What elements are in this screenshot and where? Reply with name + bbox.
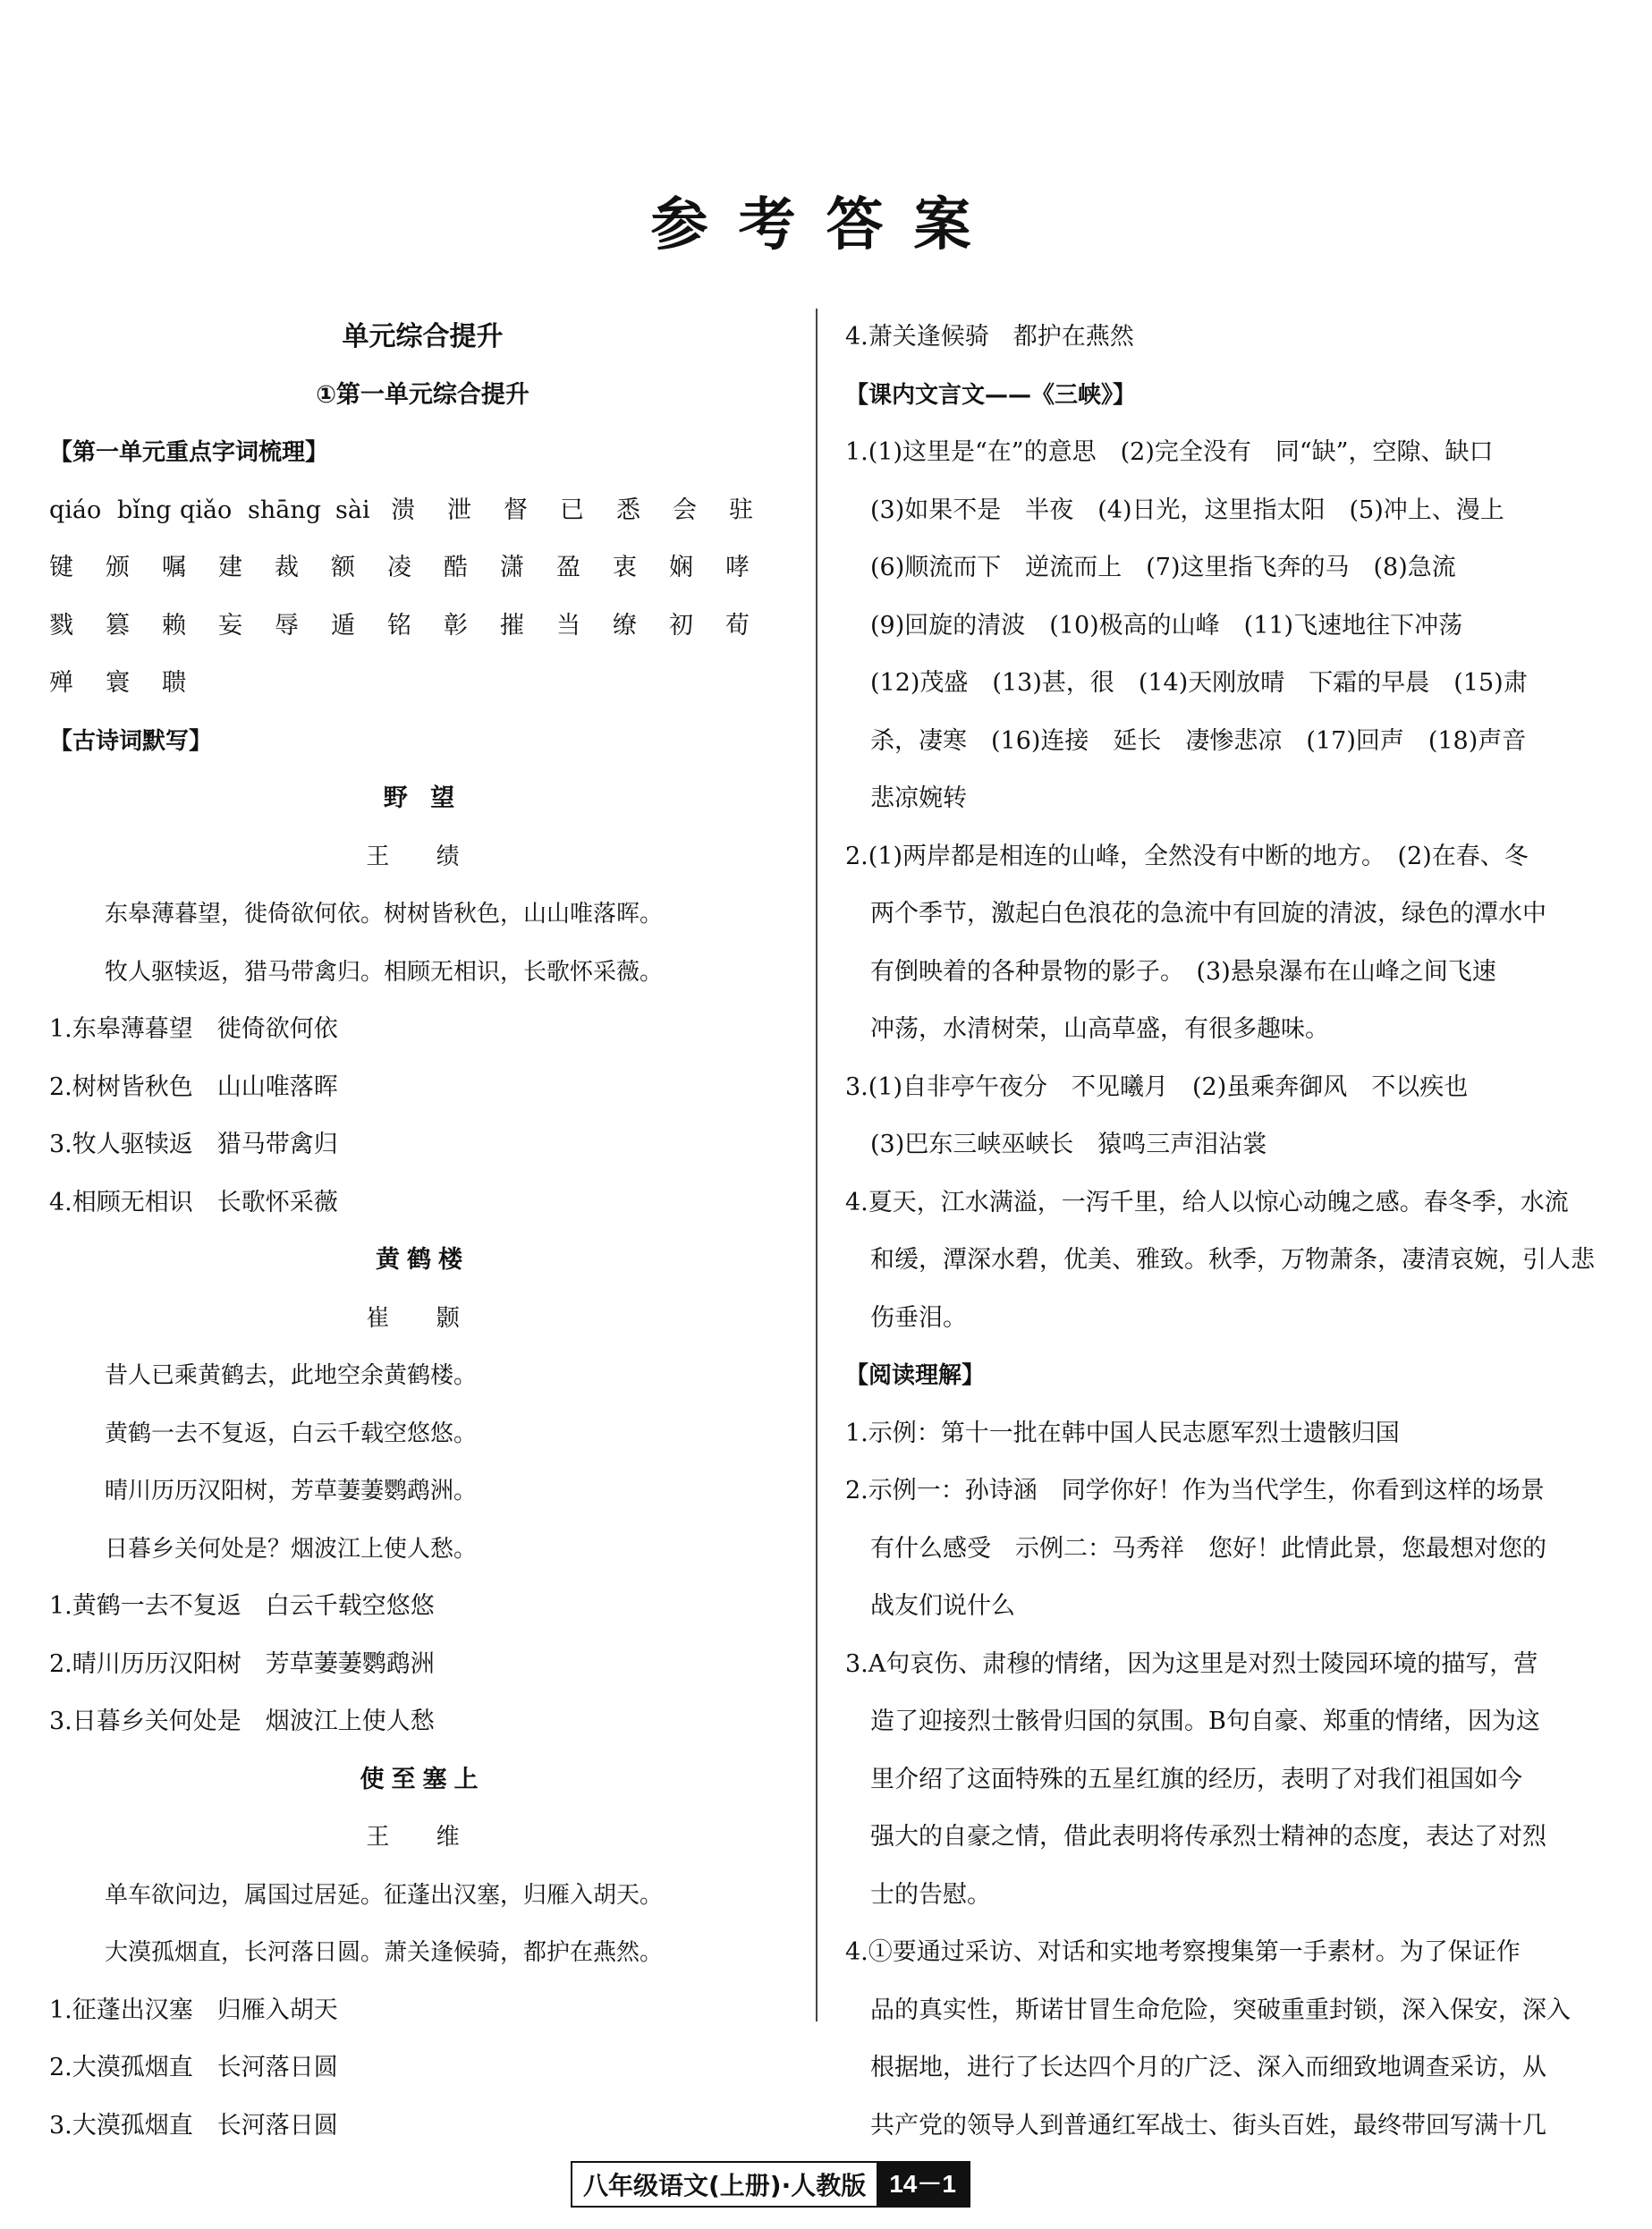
vocab-header: 【第一单元重点字词梳理】	[49, 439, 329, 466]
vocab-item: qiǎo	[180, 496, 233, 524]
answer-line: 4.①要通过采访、对话和实地考察搜集第一手素材。为了保证作	[845, 1938, 1521, 1966]
subsection-title: ①第一单元综合提升	[316, 380, 529, 409]
answer-line: 1.示例：第十一批在韩中国人民志愿军烈士遗骸归国	[845, 1419, 1400, 1447]
answer-line: 伤垂泪。	[870, 1303, 967, 1332]
answer-line: 两个季节，激起白色浪花的急流中有回旋的清波，绿色的潭水中	[870, 900, 1546, 928]
poem-line: 东皋薄暮望，徙倚欲何依。树树皆秋色，山山唯落晖。	[105, 901, 664, 928]
poem-line: 昔人已乘黄鹤去，此地空余黄鹤楼。	[105, 1362, 478, 1389]
vocab-item: 键	[49, 554, 73, 581]
answer-line: 2.示例一：孙诗涵 同学你好！作为当代学生，你看到这样的场景	[845, 1477, 1545, 1504]
answer-line: 里介绍了这面特殊的五星红旗的经历，表明了对我们祖国如今	[870, 1765, 1522, 1793]
answer-line: 冲荡，水清树荣，山高草盛，有很多趣味。	[870, 1015, 1329, 1043]
answer-line: 杀，凄寒 (16)连接 延长 凄惨悲凉 (17)回声 (18)声音	[870, 726, 1527, 755]
vocab-item: 聩	[162, 669, 186, 697]
answer-line: 品的真实性，斯诺甘冒生命危险，突破重重封锁，深入保安，深入	[870, 1996, 1571, 2024]
poem-author: 崔 颢	[366, 1304, 479, 1332]
vocab-item: 悉	[616, 496, 640, 524]
vocab-item: 颁	[106, 554, 130, 581]
answer-line: 有什么感受 示例二：马秀祥 您好！此情此景，您最想对您的	[870, 1534, 1546, 1563]
answer-line: 共产党的领导人到普通红军战士、街头百姓，最终带回写满十几	[870, 2111, 1546, 2140]
right-column	[845, 309, 1597, 2155]
vocab-item: 当	[556, 611, 580, 640]
answer-line: (3)巴东三峡巫峡长 猿鸣三声泪沾裳	[870, 1131, 1267, 1158]
vocab-item: 缭	[613, 611, 637, 640]
column-divider	[816, 309, 818, 2021]
vocab-row	[49, 482, 796, 540]
answer-line: (6)顺流而下 逆流而上 (7)这里指飞奔的马 (8)急流	[870, 554, 1456, 581]
vocab-item: 泄	[447, 496, 471, 524]
answer-line: 悲凉婉转	[870, 784, 967, 812]
vocab-item: 辱	[275, 611, 299, 640]
vocab-item: 建	[218, 554, 242, 581]
answer-line: (9)回旋的清波 (10)极高的山峰 (11)飞速地往下冲荡	[870, 611, 1463, 640]
vocab-item: sài	[335, 496, 370, 524]
poem-line: 晴川历历汉阳树，芳草萋萋鹦鹉洲。	[105, 1478, 478, 1504]
vocab-item: 初	[669, 611, 693, 640]
vocab-item: 遁	[331, 611, 355, 640]
answer-line: 2.(1)两岸都是相连的山峰，全然没有中断的地方。 (2)在春、冬	[845, 842, 1529, 870]
vocab-item: 已	[560, 496, 584, 524]
left-column	[49, 309, 796, 2155]
vocab-item: 娴	[669, 554, 693, 581]
poetry-header: 【古诗词默写】	[49, 727, 213, 755]
vocab-item: 凌	[387, 554, 411, 581]
classical-header: 【课内文言文——《三峡》】	[845, 381, 1137, 409]
answer-line: 3.牧人驱犊返 猎马带禽归	[49, 1131, 338, 1158]
vocab-item: 潇	[500, 554, 524, 581]
vocab-item: 赖	[162, 611, 186, 640]
answer-line: 2.晴川历历汉阳树 芳草萋萋鹦鹉洲	[49, 1649, 435, 1678]
vocab-row	[49, 655, 796, 713]
vocab-item: 摧	[500, 611, 524, 640]
poem-line: 大漠孤烟直，长河落日圆。萧关逢候骑，都护在燕然。	[105, 1939, 664, 1966]
vocab-item: 铭	[387, 611, 411, 640]
vocab-item: 篡	[106, 611, 130, 640]
answer-line: 2.大漠孤烟直 长河落日圆	[49, 2054, 338, 2081]
vocab-item: qiáo	[49, 496, 102, 524]
vocab-item: 荀	[725, 611, 750, 640]
answer-line: 战友们说什么	[870, 1592, 1015, 1620]
poem-line: 牧人驱犊返，猎马带禽归。相顾无相识，长歌怀采薇。	[105, 958, 664, 986]
vocab-row	[49, 539, 796, 598]
vocab-item: 盈	[556, 554, 580, 581]
vocab-item: 衷	[613, 554, 637, 581]
vocab-row	[49, 598, 796, 656]
answer-line: 3.大漠孤烟直 长河落日圆	[49, 2111, 338, 2140]
vocab-item: 寰	[106, 669, 130, 697]
vocab-item: 妄	[218, 611, 242, 640]
vocab-item: 哮	[725, 554, 750, 581]
answer-line: (12)茂盛 (13)甚，很 (14)天刚放晴 下霜的早晨 (15)肃	[870, 669, 1528, 697]
poem-title: 野 望	[383, 784, 462, 812]
poem-title: 黄鹤楼	[376, 1246, 470, 1274]
section-title: 单元综合提升	[342, 321, 504, 352]
answer-line: 1.东皋薄暮望 徙倚欲何依	[49, 1015, 338, 1043]
page-number: 14－1	[877, 2163, 969, 2206]
vocab-item: shāng	[248, 496, 322, 524]
vocab-item: 额	[331, 554, 355, 581]
answer-line: 2.树树皆秋色 山山唯落晖	[49, 1072, 338, 1101]
answer-line: 1.(1)这里是“在”的意思 (2)完全没有 同“缺”，空隙、缺口	[845, 438, 1494, 466]
answer-line: 1.黄鹤一去不复返 白云千载空悠悠	[49, 1592, 435, 1620]
poem-author: 王 维	[366, 1824, 479, 1851]
vocab-item: 溃	[391, 496, 415, 524]
answer-line: (3)如果不是 半夜 (4)日光，这里指太阳 (5)冲上、漫上	[870, 496, 1504, 524]
vocab-item: 驻	[729, 496, 753, 524]
answer-line: 3.A句哀伤、肃穆的情绪，因为这里是对烈士陵园环境的描写，营	[845, 1649, 1538, 1678]
answer-line: 3.日暮乡关何处是 烟波江上使人愁	[49, 1708, 435, 1735]
answer-line: 1.征蓬出汉塞 归雁入胡天	[49, 1996, 338, 2024]
answer-line: 士的告慰。	[870, 1880, 991, 1909]
answer-line: 有倒映着的各种景物的影子。 (3)悬泉瀑布在山峰之间飞速	[870, 957, 1496, 986]
page-footer	[571, 2161, 970, 2208]
poem-title: 使至塞上	[360, 1765, 486, 1793]
vocab-item: 酷	[444, 554, 468, 581]
page-title: 参考答案	[650, 192, 1002, 258]
vocab-item: 督	[504, 496, 528, 524]
vocab-item: 会	[673, 496, 697, 524]
answer-line: 造了迎接烈士骸骨归国的氛围。B句自豪、郑重的情绪，因为这	[870, 1708, 1540, 1735]
answer-line: 3.(1)自非亭午夜分 不见曦月 (2)虽乘奔御风 不以疾也	[845, 1072, 1469, 1101]
vocab-item: 彰	[444, 611, 468, 640]
vocab-item: bǐng	[117, 496, 172, 524]
vocab-item: 嘱	[162, 554, 186, 581]
poem-line: 黄鹤一去不复返，白云千载空悠悠。	[105, 1420, 478, 1447]
poem-author: 王 绩	[366, 843, 479, 870]
vocab-item: 殚	[49, 669, 73, 697]
answer-line: 4.萧关逢候骑 都护在燕然	[845, 323, 1134, 351]
vocab-item: 裁	[275, 554, 299, 581]
reading-header: 【阅读理解】	[845, 1362, 986, 1389]
poem-line: 单车欲问边，属国过居延。征蓬出汉塞，归雁入胡天。	[105, 1881, 664, 1909]
poem-line: 日暮乡关何处是？烟波江上使人愁。	[105, 1535, 478, 1563]
answer-line: 强大的自豪之情，借此表明将传承烈士精神的态度，表达了对烈	[870, 1823, 1546, 1851]
answer-line: 根据地，进行了长达四个月的广泛、深入而细致地调查采访，从	[870, 2054, 1546, 2081]
answer-line: 4.夏天，江水满溢，一泻千里，给人以惊心动魄之感。春冬季，水流	[845, 1188, 1569, 1216]
footer-grade-label: 八年级语文(上册)·人教版	[583, 2171, 867, 2200]
vocab-item: 戮	[49, 611, 73, 640]
answer-line: 4.相顾无相识 长歌怀采薇	[49, 1188, 338, 1216]
answer-line: 和缓，潭深水碧，优美、雅致。秋季，万物萧条，凄清哀婉，引人悲	[870, 1246, 1595, 1274]
